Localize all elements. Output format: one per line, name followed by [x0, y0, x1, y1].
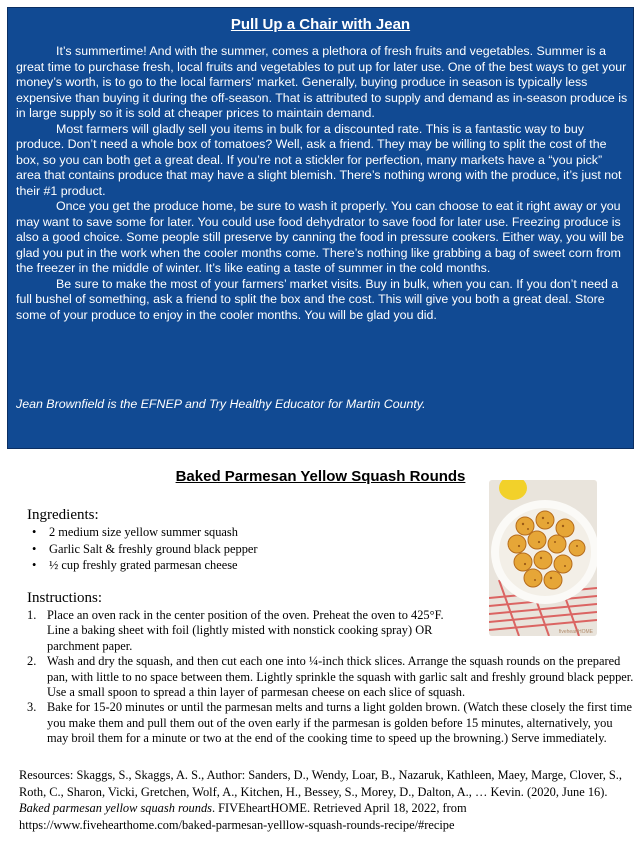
step-text: Wash and dry the squash, and then cut each one into ¼-inch thick slices. Arrange the squash rounds on the prepared pan, with little to no space between them. Lightly sprinkle the squash with garlic salt and freshly ground black pepper. Use a small spoon to spread a thin layer of parmesan cheese on each slice of squash. [47, 654, 634, 700]
instructions-heading: Instructions: [27, 590, 102, 606]
article-paragraph: Once you get the produce home, be sure to wash it properly. You can choose to eat it right away or you may want to save some for later. You could use food dehydrator to save food for later use. Freezing produce is also a good choice. Some people still preserve by canning the food in pressure cookers. Either way, you will be glad you put in the work when the cooler months come. There’s nothing like grabbing a bag of sweet corn from the freezer in the middle of winter. It’s like eating a taste of summer in the cold months. [16, 199, 624, 275]
ingredient-item: • 2 medium size yellow summer squash [27, 524, 258, 541]
instruction-step [27, 608, 467, 654]
citation-title: Baked parmesan yellow squash rounds [19, 801, 212, 816]
article-paragraph: Most farmers will gladly sell you items in bulk for a discounted rate. This is a fantastic way to buy produce. Don’t need a whole box of tomatoes? Well, ask a friend. They may be willing to split the cost of the box, so you can both get a great deal. If you’re not a stickler for perfection, many markets have a “you pick” area that contains produce that may have a slight blemish. There’s nothing wrong with the produce, it’s just not their #1 product. [16, 121, 622, 198]
author-signature: Jean Brownfield is the EFNEP and Try Healthy Educator for Martin County. [16, 397, 426, 411]
step-number: 3. [27, 700, 37, 715]
article-box [7, 7, 634, 449]
ingredients-list [27, 524, 258, 574]
instructions-list [27, 608, 634, 747]
ingredient-item: • ½ cup freshly grated parmesan cheese [27, 557, 258, 574]
instruction-step [27, 700, 634, 746]
step-text: Place an oven rack in the center position of the oven. Preheat the oven to 425°F. Line a baking sheet with foil (lightly misted with nonstick cooking spray) OR parchment paper. [47, 608, 444, 653]
recipe-title: Baked Parmesan Yellow Squash Rounds [175, 468, 466, 485]
ingredients-heading: Ingredients: [27, 507, 99, 523]
instruction-step [27, 654, 634, 700]
citation-source: . FIVEheartHOME. Retrieved April 18, 2022, from https://www.fivehearthome.com/baked-parmesan-yelllow-squash-rounds-recipe/#recipe [19, 801, 467, 832]
article-title: Pull Up a Chair with Jean [230, 16, 411, 33]
ingredient-item: • Garlic Salt & freshly ground black pepper [27, 541, 258, 558]
step-number: 2. [27, 654, 37, 669]
article-paragraph: It’s summertime! And with the summer, comes a plethora of fresh fruits and vegetables. Summer is a great time to purchase fresh, local fruits and vegetables to put up for later use. One of the best ways to get your money’s worth, is to go to the local farmers’ market. Generally, buying produce in season is typically less expensive than buying it during the off-season. That is attributed to supply and demand as in-season produce is in large supply so it is sold at cheaper prices to maintain demand. [16, 44, 628, 120]
resources-citation [19, 767, 624, 833]
citation-text: Resources: Skaggs, S., Skaggs, A. S., Author: Sanders, D., Wendy, Loar, B., Nazaruk, Kathleen, Maey, Marge, Clover, S., Roth, C., Sharon, Vicki, Gretchen, Wolf, A., Kitchen, H., Bessey, S., Morey, D., Dalton, A., … Kevin. (2020, June 16). [19, 768, 622, 799]
photo-watermark: fiveheartHOME [558, 629, 593, 635]
step-number: 1. [27, 608, 37, 622]
step-text: Bake for 15-20 minutes or until the parmesan melts and turns a light golden brown. (Watch these closely the first time you make them and pull them out of the oven early if the parmesan is golden before 15 minutes, alternatively, you may broil them for a minute or two at the end of the cooking time to speed up the browning.) Serve immediately. [47, 700, 633, 746]
article-paragraph: Be sure to make the most of your farmers’ market visits. Buy in bulk, when you can. If you don’t need a full bushel of something, ask a friend to split the box and the cost. This will give you both a great deal. Store some of your produce to enjoy in the cooler months. You will be glad you did. [16, 276, 619, 322]
article-body [16, 44, 628, 323]
